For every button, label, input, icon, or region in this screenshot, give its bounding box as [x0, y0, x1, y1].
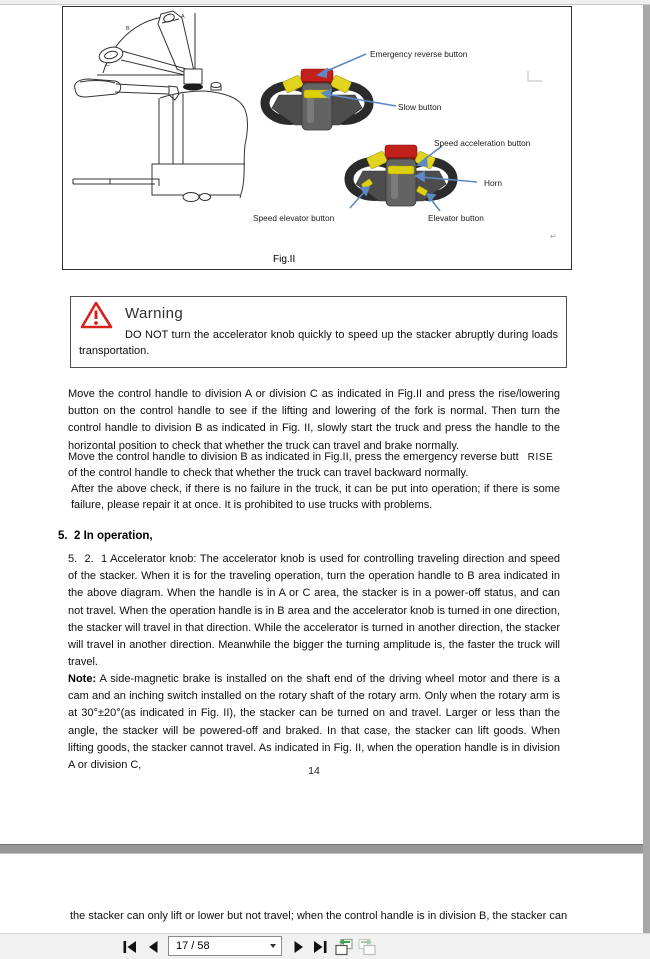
angle-label-c: C: [106, 62, 110, 68]
label-speed-elevator-button: Speed elevator button: [253, 213, 335, 223]
page-number: 14: [308, 765, 320, 777]
last-page-button[interactable]: [312, 940, 328, 954]
paragraph-check-1: Move the control handle to division A or division C as indicated in Fig.II and press the rise/lowering button on the control handle to see if the lifting and lowering of the fork is normal. Then turn the control handle to division B as indicated in Fig. II, slowly start the truck and press the handle to the horizontal position to check that whether the truck can travel and brake normally.: [68, 388, 560, 452]
paragraph-check-2-line1: Move the control handle to division B as indicated in Fig.II, press the emergency reverse butt: [68, 451, 519, 463]
paragraph-note: [68, 671, 560, 774]
previous-view-icon: [334, 938, 354, 956]
warning-text: DO NOT turn the accelerator knob quickly to speed up the stacker abruptly during loads transportation.: [79, 329, 558, 357]
paragraph-check-2-line2: of the control handle to check that whether the truck can travel backward normally.: [68, 466, 469, 479]
label-emergency-reverse-button: Emergency reverse button: [370, 49, 468, 59]
label-horn: Horn: [484, 178, 502, 188]
note-label: Note:: [68, 673, 97, 685]
next-page-first-line: the stacker can only lift or lower but not travel; when the control handle is in division B, the stacker can: [70, 910, 568, 922]
label-elevator-button: Elevator button: [428, 213, 484, 223]
tiller-head-bottom: [349, 145, 453, 206]
figure-box: [62, 6, 572, 270]
previous-view-button[interactable]: [334, 938, 354, 956]
page-indicator-value: 17 / 58: [176, 940, 210, 952]
page-navigation-toolbar: [0, 933, 650, 959]
previous-page-icon: [146, 940, 162, 954]
first-page-button[interactable]: [122, 940, 138, 954]
warning-box: [70, 296, 567, 368]
paragraph-after-check: After the above check, if there is no failure in the truck, it can be put into operation; if there is some failure, please repair it at once. It is prohibited to use trucks with problems.: [71, 483, 560, 511]
paragraph-check-2: [68, 450, 588, 481]
rise-overlay-text: RISE: [527, 452, 554, 463]
warning-triangle-icon: [80, 301, 113, 329]
next-page-button[interactable]: [290, 940, 306, 954]
page-separator-band: [0, 845, 650, 854]
paragraph-accelerator-knob: 5. 2. 1 Accelerator knob: The accelerator knob is used for controlling traveling direction and speed of the stacker. When it is for the traveling operation, turn the operation handle to B area indicated in the above diagram. When the handle is in A or C area, the stacker is in a power-off status, and can not travel. When the operation handle is in B area and the accelerator knob is turned in one direction, the stacker will travel in that direction. While the accelerator is turned in another direction, the stacker will travel in another direction. Meanwhile the bigger the turning amplitude is, the faster the truck will travel.: [68, 553, 560, 669]
window-top-strip: [0, 0, 650, 5]
figure-caption: Fig.II: [273, 254, 296, 265]
label-slow-button: Slow button: [398, 102, 442, 112]
next-view-icon: [357, 938, 377, 956]
next-page-icon: [290, 940, 306, 954]
section-heading: 5. 2 In operation,: [58, 530, 153, 542]
scrollbar-track[interactable]: [643, 5, 650, 933]
stacker-truck-drawing: [73, 11, 247, 202]
angle-label-a: A: [181, 14, 185, 20]
previous-page-button[interactable]: [146, 940, 162, 954]
return-mark: ↵: [550, 232, 557, 241]
page-dropdown-icon[interactable]: [270, 944, 276, 948]
label-speed-acceleration-button: Speed acceleration button: [434, 138, 531, 148]
figure-image: [63, 7, 569, 267]
warning-title: Warning: [125, 305, 184, 322]
first-page-icon: [122, 940, 138, 954]
angle-label-b: B: [126, 26, 130, 32]
next-view-button[interactable]: [357, 938, 377, 956]
frame-corner-mark: [528, 71, 542, 81]
page-number-combobox[interactable]: [168, 936, 282, 956]
note-body: A side-magnetic brake is installed on the shaft end of the driving wheel motor and there is a cam and an inching switch installed on the rotary shaft of the rotary arm. Only when the rotary arm is at 30°±20°(as indicated in Fig. II), the stacker can be turned on and travel. Larger or less than the angle, the stacker will be powered-off and braked. In that case, the stacker can lift goods. When lifting goods, the stacker cannot travel. As indicated in Fig. II, when the operation handle is in division A or division C,: [68, 673, 560, 772]
last-page-icon: [312, 940, 328, 954]
